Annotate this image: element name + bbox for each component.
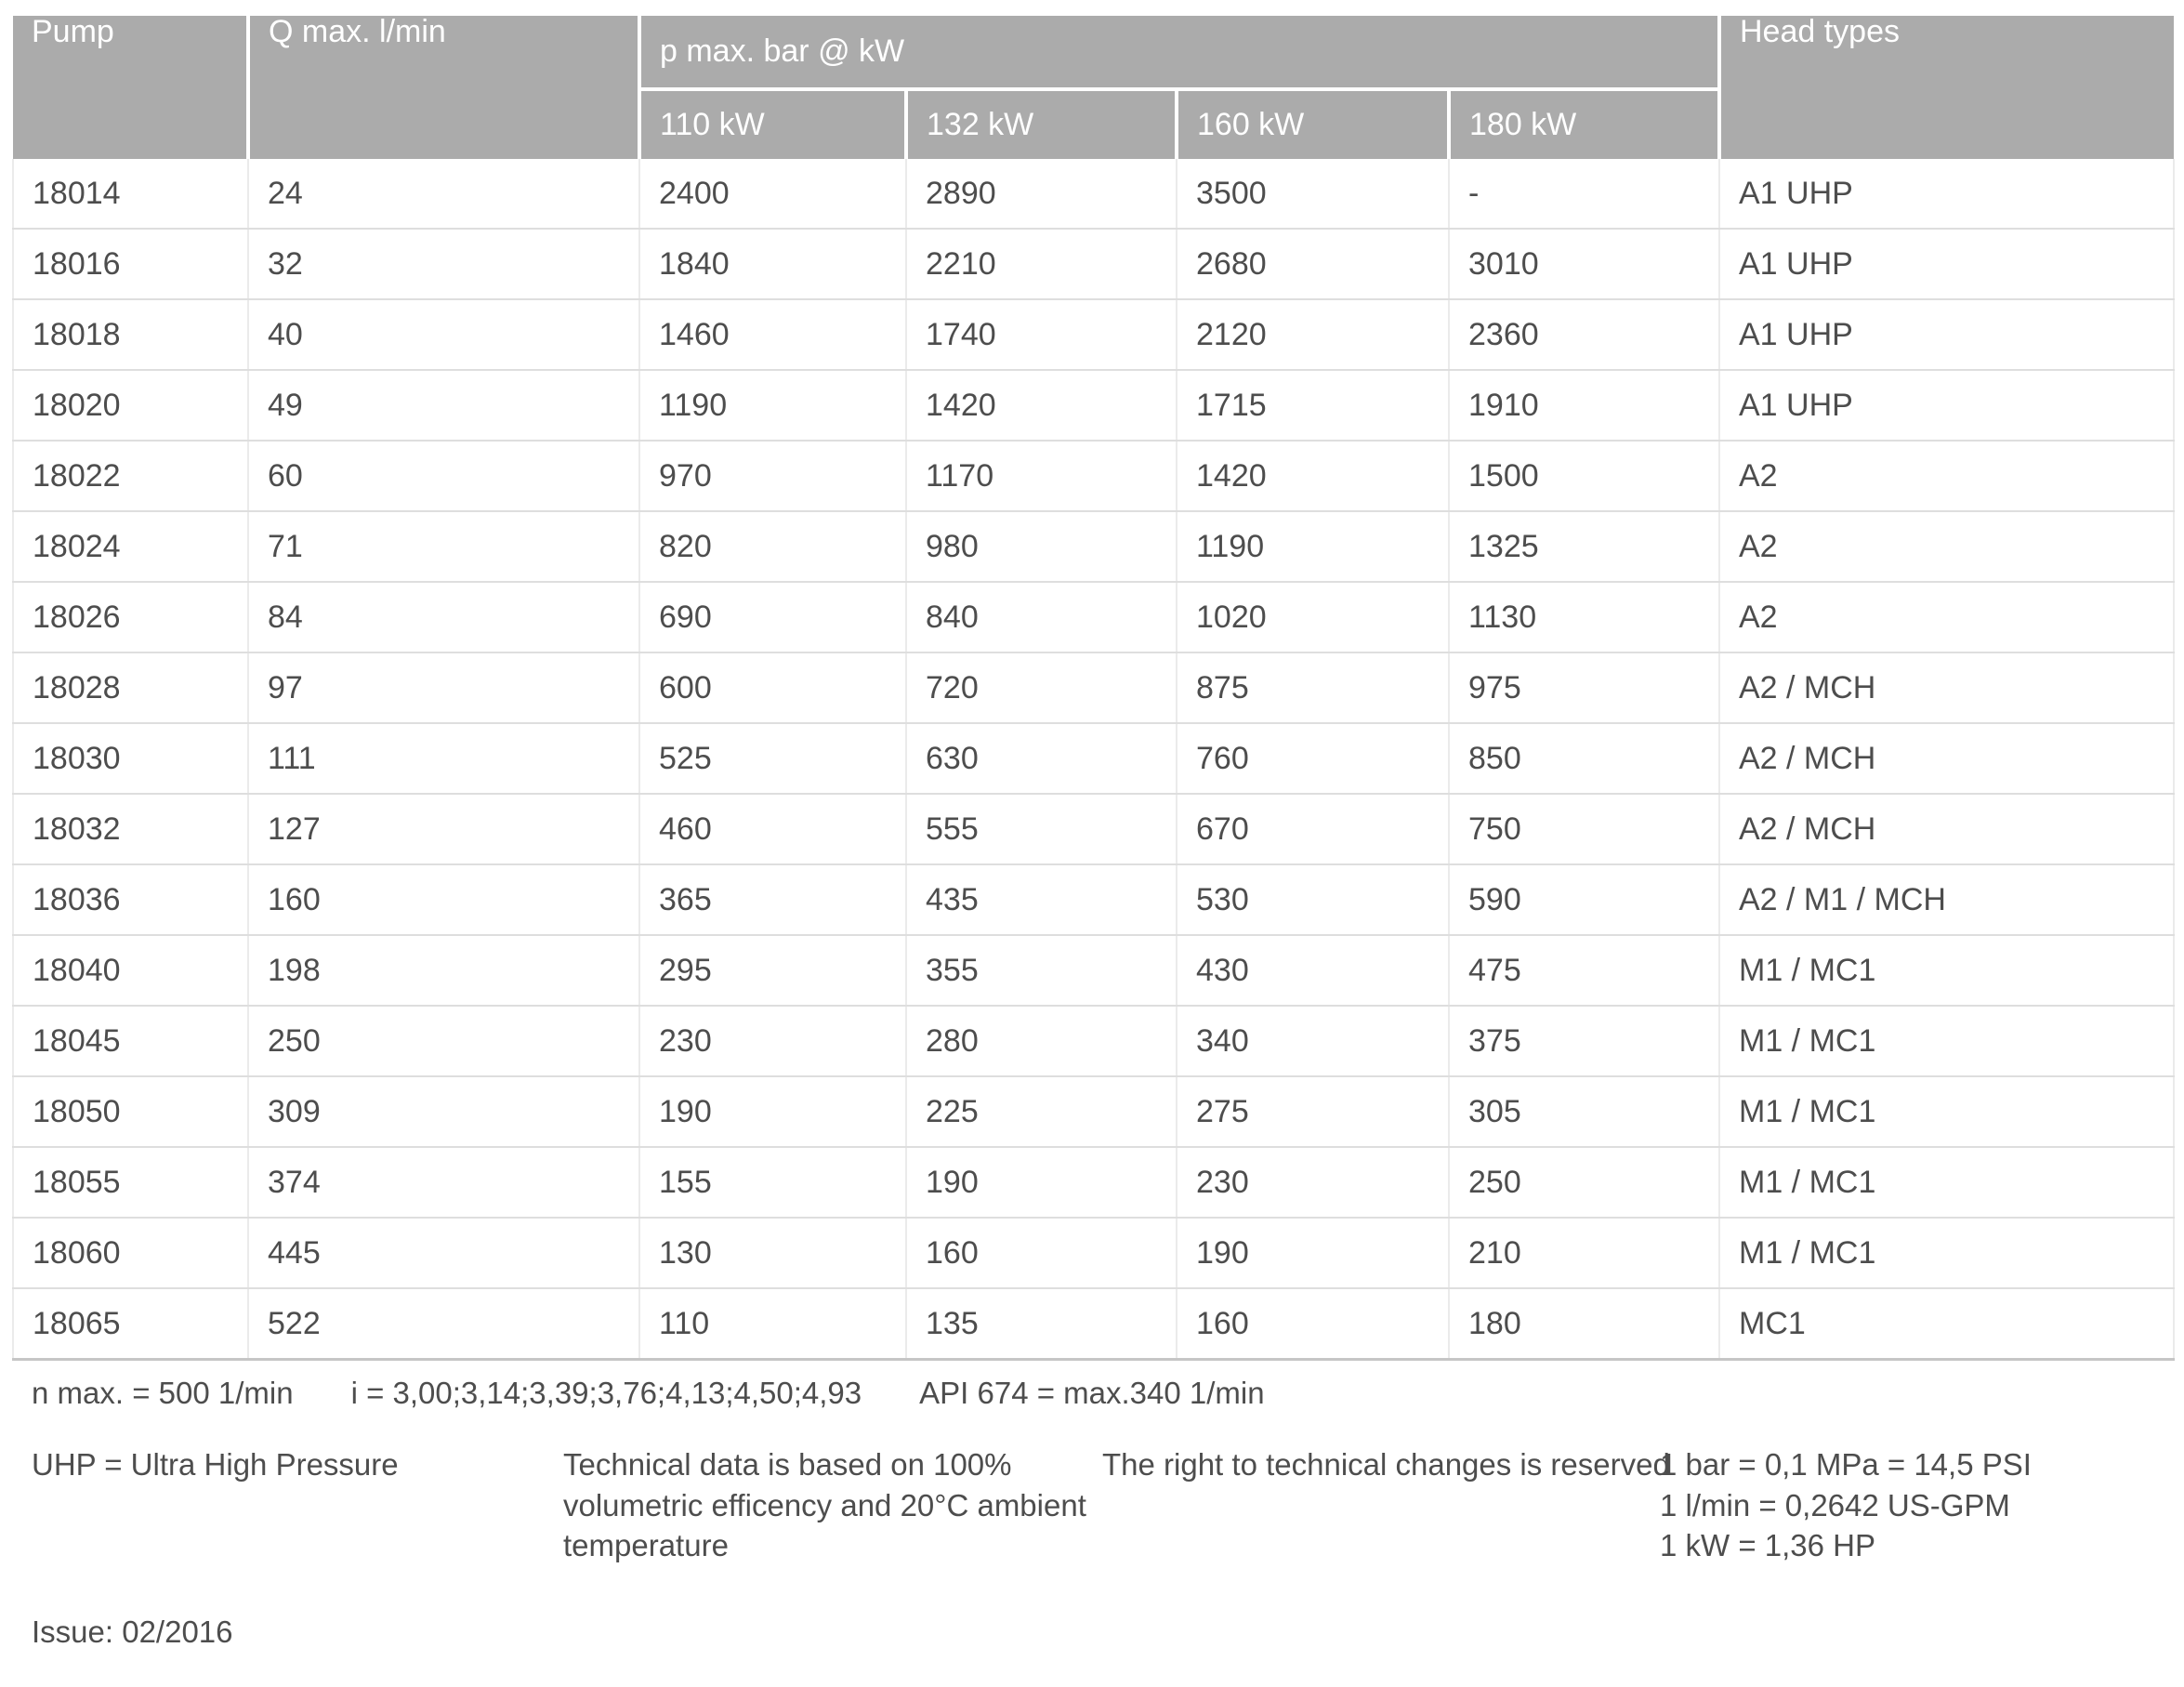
cell-110kw: 365 — [639, 864, 906, 935]
cell-110kw: 970 — [639, 441, 906, 511]
cell-pump: 18022 — [13, 441, 248, 511]
cell-160kw: 160 — [1177, 1288, 1449, 1360]
cell-qmax: 97 — [248, 652, 639, 723]
cell-qmax: 198 — [248, 935, 639, 1006]
cell-132kw: 190 — [906, 1147, 1177, 1218]
table-row — [13, 1076, 2174, 1147]
cell-180kw: 2360 — [1449, 299, 1719, 370]
cell-160kw: 1420 — [1177, 441, 1449, 511]
cell-qmax: 24 — [248, 159, 639, 229]
cell-110kw: 110 — [639, 1288, 906, 1360]
conversion-lmin: 1 l/min = 0,2642 US-GPM — [1660, 1487, 2010, 1522]
table-row — [13, 441, 2174, 511]
cell-qmax: 374 — [248, 1147, 639, 1218]
cell-160kw: 340 — [1177, 1006, 1449, 1076]
cell-head-types: A2 / MCH — [1719, 794, 2174, 864]
cell-head-types: M1 / MC1 — [1719, 935, 2174, 1006]
cell-pump: 18036 — [13, 864, 248, 935]
cell-180kw: 375 — [1449, 1006, 1719, 1076]
cell-110kw: 525 — [639, 723, 906, 794]
cell-head-types: A1 UHP — [1719, 229, 2174, 299]
cell-pump: 18045 — [13, 1006, 248, 1076]
cell-132kw: 2890 — [906, 159, 1177, 229]
cell-132kw: 1420 — [906, 370, 1177, 441]
cell-qmax: 309 — [248, 1076, 639, 1147]
cell-180kw: 750 — [1449, 794, 1719, 864]
cell-180kw: 975 — [1449, 652, 1719, 723]
cell-pump: 18050 — [13, 1076, 248, 1147]
table-row — [13, 935, 2174, 1006]
footer — [32, 1444, 2173, 1566]
cell-pump: 18016 — [13, 229, 248, 299]
cell-160kw: 190 — [1177, 1218, 1449, 1288]
cell-head-types: A2 / MCH — [1719, 652, 2174, 723]
cell-qmax: 522 — [248, 1288, 639, 1360]
cell-180kw: 210 — [1449, 1218, 1719, 1288]
footer-unit-conversions — [1660, 1444, 2032, 1566]
cell-head-types: MC1 — [1719, 1288, 2174, 1360]
cell-160kw: 1715 — [1177, 370, 1449, 441]
cell-180kw: 250 — [1449, 1147, 1719, 1218]
cell-132kw: 1170 — [906, 441, 1177, 511]
issue-label: Issue: 02/2016 — [32, 1614, 233, 1649]
cell-132kw: 1740 — [906, 299, 1177, 370]
table-row — [13, 723, 2174, 794]
cell-160kw: 530 — [1177, 864, 1449, 935]
col-header-pump: Pump — [13, 16, 248, 159]
table-row — [13, 582, 2174, 652]
table-row — [13, 1288, 2174, 1360]
cell-pump: 18060 — [13, 1218, 248, 1288]
col-header-pmax-group: p max. bar @ kW — [639, 16, 1719, 89]
table-header — [13, 16, 2174, 159]
cell-132kw: 135 — [906, 1288, 1177, 1360]
cell-160kw: 670 — [1177, 794, 1449, 864]
cell-110kw: 295 — [639, 935, 906, 1006]
cell-132kw: 720 — [906, 652, 1177, 723]
table-row — [13, 370, 2174, 441]
footnote-nmax: n max. = 500 1/min — [32, 1376, 294, 1410]
cell-qmax: 111 — [248, 723, 639, 794]
col-header-110kw: 110 kW — [639, 89, 906, 159]
cell-110kw: 690 — [639, 582, 906, 652]
cell-180kw: 1130 — [1449, 582, 1719, 652]
cell-qmax: 160 — [248, 864, 639, 935]
cell-qmax: 32 — [248, 229, 639, 299]
col-header-132kw: 132 kW — [906, 89, 1177, 159]
table-body — [13, 159, 2174, 1360]
cell-qmax: 127 — [248, 794, 639, 864]
cell-180kw: 1910 — [1449, 370, 1719, 441]
cell-qmax: 445 — [248, 1218, 639, 1288]
table-row — [13, 864, 2174, 935]
col-header-160kw: 160 kW — [1177, 89, 1449, 159]
cell-132kw: 2210 — [906, 229, 1177, 299]
cell-head-types: A1 UHP — [1719, 370, 2174, 441]
cell-head-types: M1 / MC1 — [1719, 1218, 2174, 1288]
cell-132kw: 630 — [906, 723, 1177, 794]
cell-pump: 18020 — [13, 370, 248, 441]
cell-180kw: - — [1449, 159, 1719, 229]
cell-132kw: 555 — [906, 794, 1177, 864]
cell-110kw: 600 — [639, 652, 906, 723]
cell-pump: 18055 — [13, 1147, 248, 1218]
cell-pump: 18014 — [13, 159, 248, 229]
cell-180kw: 305 — [1449, 1076, 1719, 1147]
cell-160kw: 760 — [1177, 723, 1449, 794]
pump-spec-table — [12, 16, 2175, 1361]
col-header-head-types: Head types — [1719, 16, 2174, 159]
table-row — [13, 511, 2174, 582]
cell-head-types: A1 UHP — [1719, 159, 2174, 229]
cell-132kw: 355 — [906, 935, 1177, 1006]
footer-uhp-abbreviation: UHP = Ultra High Pressure — [32, 1447, 399, 1482]
cell-pump: 18032 — [13, 794, 248, 864]
table-row — [13, 159, 2174, 229]
cell-132kw: 435 — [906, 864, 1177, 935]
footer-rights-note: The right to technical changes is reserved — [1102, 1447, 1670, 1482]
cell-head-types: A2 — [1719, 511, 2174, 582]
cell-132kw: 980 — [906, 511, 1177, 582]
footer-technical-note: Technical data is based on 100% volumetric efficency and 20°C ambient temperature — [563, 1447, 1086, 1563]
cell-110kw: 190 — [639, 1076, 906, 1147]
cell-110kw: 230 — [639, 1006, 906, 1076]
cell-110kw: 1840 — [639, 229, 906, 299]
cell-qmax: 60 — [248, 441, 639, 511]
cell-180kw: 590 — [1449, 864, 1719, 935]
cell-qmax: 40 — [248, 299, 639, 370]
cell-160kw: 230 — [1177, 1147, 1449, 1218]
cell-head-types: A2 / MCH — [1719, 723, 2174, 794]
cell-head-types: M1 / MC1 — [1719, 1006, 2174, 1076]
cell-110kw: 820 — [639, 511, 906, 582]
cell-160kw: 2680 — [1177, 229, 1449, 299]
col-header-qmax: Q max. l/min — [248, 16, 639, 159]
cell-160kw: 1020 — [1177, 582, 1449, 652]
table-row — [13, 1006, 2174, 1076]
cell-head-types: M1 / MC1 — [1719, 1076, 2174, 1147]
footnote-ratios: i = 3,00;3,14;3,39;3,76;4,13;4,50;4,93 — [350, 1376, 862, 1410]
cell-head-types: A2 — [1719, 441, 2174, 511]
cell-180kw: 475 — [1449, 935, 1719, 1006]
cell-pump: 18065 — [13, 1288, 248, 1360]
cell-132kw: 225 — [906, 1076, 1177, 1147]
footnote-api: API 674 = max.340 1/min — [919, 1376, 1265, 1410]
cell-180kw: 1325 — [1449, 511, 1719, 582]
cell-qmax: 250 — [248, 1006, 639, 1076]
cell-132kw: 840 — [906, 582, 1177, 652]
table-row — [13, 1218, 2174, 1288]
cell-110kw: 1460 — [639, 299, 906, 370]
cell-pump: 18030 — [13, 723, 248, 794]
table-row — [13, 299, 2174, 370]
cell-qmax: 84 — [248, 582, 639, 652]
cell-pump: 18040 — [13, 935, 248, 1006]
cell-pump: 18028 — [13, 652, 248, 723]
cell-pump: 18026 — [13, 582, 248, 652]
cell-160kw: 430 — [1177, 935, 1449, 1006]
footnote-row — [32, 1376, 2173, 1411]
table-row — [13, 229, 2174, 299]
cell-180kw: 180 — [1449, 1288, 1719, 1360]
cell-head-types: A1 UHP — [1719, 299, 2174, 370]
cell-132kw: 160 — [906, 1218, 1177, 1288]
cell-pump: 18018 — [13, 299, 248, 370]
table-row — [13, 794, 2174, 864]
conversion-bar: 1 bar = 0,1 MPa = 14,5 PSI — [1660, 1447, 2032, 1482]
table-row — [13, 1147, 2174, 1218]
cell-132kw: 280 — [906, 1006, 1177, 1076]
cell-110kw: 460 — [639, 794, 906, 864]
table-row — [13, 652, 2174, 723]
cell-qmax: 49 — [248, 370, 639, 441]
cell-head-types: M1 / MC1 — [1719, 1147, 2174, 1218]
col-header-180kw: 180 kW — [1449, 89, 1719, 159]
cell-pump: 18024 — [13, 511, 248, 582]
cell-160kw: 3500 — [1177, 159, 1449, 229]
cell-160kw: 1190 — [1177, 511, 1449, 582]
cell-head-types: A2 / M1 / MCH — [1719, 864, 2174, 935]
cell-160kw: 275 — [1177, 1076, 1449, 1147]
cell-110kw: 130 — [639, 1218, 906, 1288]
cell-180kw: 850 — [1449, 723, 1719, 794]
cell-110kw: 2400 — [639, 159, 906, 229]
cell-head-types: A2 — [1719, 582, 2174, 652]
cell-110kw: 155 — [639, 1147, 906, 1218]
cell-180kw: 3010 — [1449, 229, 1719, 299]
cell-110kw: 1190 — [639, 370, 906, 441]
conversion-kw: 1 kW = 1,36 HP — [1660, 1528, 1876, 1563]
cell-160kw: 875 — [1177, 652, 1449, 723]
cell-160kw: 2120 — [1177, 299, 1449, 370]
cell-180kw: 1500 — [1449, 441, 1719, 511]
cell-qmax: 71 — [248, 511, 639, 582]
